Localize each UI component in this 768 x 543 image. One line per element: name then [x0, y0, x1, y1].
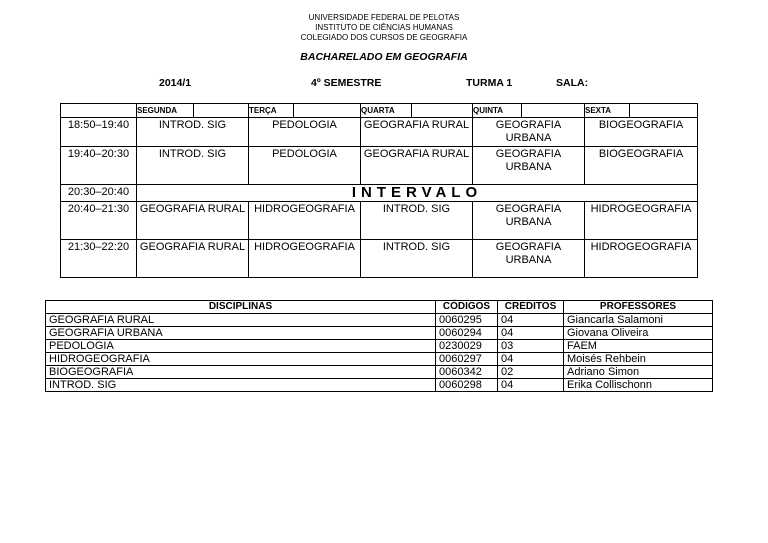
discipline-code: 0060294	[436, 327, 498, 340]
class-cell: INTROD. SIG	[137, 118, 249, 147]
day-header: QUARTA	[361, 104, 473, 118]
table-row	[46, 353, 713, 366]
turma-label: TURMA 1	[466, 77, 513, 89]
time-slot: 18:50–19:40	[61, 118, 137, 147]
day-header: TERÇA	[249, 104, 361, 118]
class-cell: BIOGEOGRAFIA	[585, 147, 698, 185]
class-cell: PEDOLOGIA	[249, 118, 361, 147]
discipline-name: PEDOLOGIA	[46, 340, 436, 353]
institute-name: INSTITUTO DE CIÊNCIAS HUMANAS	[315, 23, 453, 32]
discipline-professor: Moisés Rehbein	[564, 353, 713, 366]
university-name: UNIVERSIDADE FEDERAL DE PELOTAS	[308, 13, 460, 22]
discipline-credits: 04	[498, 379, 564, 392]
disciplines-header-row	[46, 301, 713, 314]
semester-label: 4º SEMESTRE	[311, 77, 382, 89]
discipline-credits: 03	[498, 340, 564, 353]
class-cell: BIOGEOGRAFIA	[585, 118, 698, 147]
class-cell: INTROD. SIG	[361, 202, 473, 240]
schedule-table	[60, 103, 698, 278]
discipline-code: 0060298	[436, 379, 498, 392]
disciplines-table	[45, 300, 713, 392]
time-slot: 21:30–22:20	[61, 240, 137, 278]
time-slot: 20:40–21:30	[61, 202, 137, 240]
discipline-name: HIDROGEOGRAFIA	[46, 353, 436, 366]
class-cell: GEOGRAFIA RURAL	[361, 147, 473, 185]
time-slot: 19:40–20:30	[61, 147, 137, 185]
discipline-professor: Giovana Oliveira	[564, 327, 713, 340]
course-title: BACHARELADO EM GEOGRAFIA	[300, 51, 468, 63]
schedule-row	[61, 147, 698, 185]
class-cell: GEOGRAFIA URBANA	[473, 202, 585, 240]
class-cell: GEOGRAFIA RURAL	[361, 118, 473, 147]
discipline-credits: 04	[498, 353, 564, 366]
discipline-name: BIOGEOGRAFIA	[46, 366, 436, 379]
discipline-name: GEOGRAFIA URBANA	[46, 327, 436, 340]
class-cell: HIDROGEOGRAFIA	[585, 202, 698, 240]
colegiado-name: COLEGIADO DOS CURSOS DE GEOGRAFIA	[300, 33, 468, 42]
class-cell: GEOGRAFIA URBANA	[473, 240, 585, 278]
schedule-row	[61, 202, 698, 240]
class-cell: GEOGRAFIA RURAL	[137, 240, 249, 278]
class-cell: INTROD. SIG	[361, 240, 473, 278]
class-cell: HIDROGEOGRAFIA	[249, 240, 361, 278]
year-label: 2014/1	[159, 77, 192, 89]
class-cell: HIDROGEOGRAFIA	[585, 240, 698, 278]
col-header-codigos: CÓDIGOS	[436, 301, 498, 314]
interval-label: INTERVALO	[137, 185, 698, 202]
col-header-disciplinas: DISCIPLINAS	[46, 301, 436, 314]
class-cell: GEOGRAFIA URBANA	[473, 147, 585, 185]
days-header-row	[61, 104, 698, 118]
table-row	[46, 379, 713, 392]
discipline-professor: Erika Collischonn	[564, 379, 713, 392]
discipline-code: 0060342	[436, 366, 498, 379]
table-row	[46, 366, 713, 379]
discipline-professor: FAEM	[564, 340, 713, 353]
col-header-professores: PROFESSORES	[564, 301, 713, 314]
discipline-credits: 02	[498, 366, 564, 379]
corner-cell	[61, 104, 137, 118]
day-header: SEGUNDA	[137, 104, 249, 118]
class-cell: GEOGRAFIA URBANA	[473, 118, 585, 147]
time-slot: 20:30–20:40	[61, 185, 137, 202]
discipline-credits: 04	[498, 327, 564, 340]
class-cell: GEOGRAFIA RURAL	[137, 202, 249, 240]
discipline-credits: 04	[498, 314, 564, 327]
table-row	[46, 327, 713, 340]
discipline-code: 0060295	[436, 314, 498, 327]
discipline-code: 0060297	[436, 353, 498, 366]
day-header: QUINTA	[473, 104, 585, 118]
class-cell: INTROD. SIG	[137, 147, 249, 185]
schedule-row	[61, 118, 698, 147]
table-row	[46, 340, 713, 353]
schedule-row	[61, 240, 698, 278]
discipline-professor: Giancarla Salamoni	[564, 314, 713, 327]
sala-label: SALA:	[556, 77, 589, 89]
discipline-name: GEOGRAFIA RURAL	[46, 314, 436, 327]
col-header-creditos: CRÉDITOS	[498, 301, 564, 314]
discipline-code: 0230029	[436, 340, 498, 353]
discipline-professor: Adriano Simon	[564, 366, 713, 379]
interval-row	[61, 185, 698, 202]
day-header: SEXTA	[585, 104, 698, 118]
discipline-name: INTROD. SIG	[46, 379, 436, 392]
table-row	[46, 314, 713, 327]
class-cell: HIDROGEOGRAFIA	[249, 202, 361, 240]
class-cell: PEDOLOGIA	[249, 147, 361, 185]
